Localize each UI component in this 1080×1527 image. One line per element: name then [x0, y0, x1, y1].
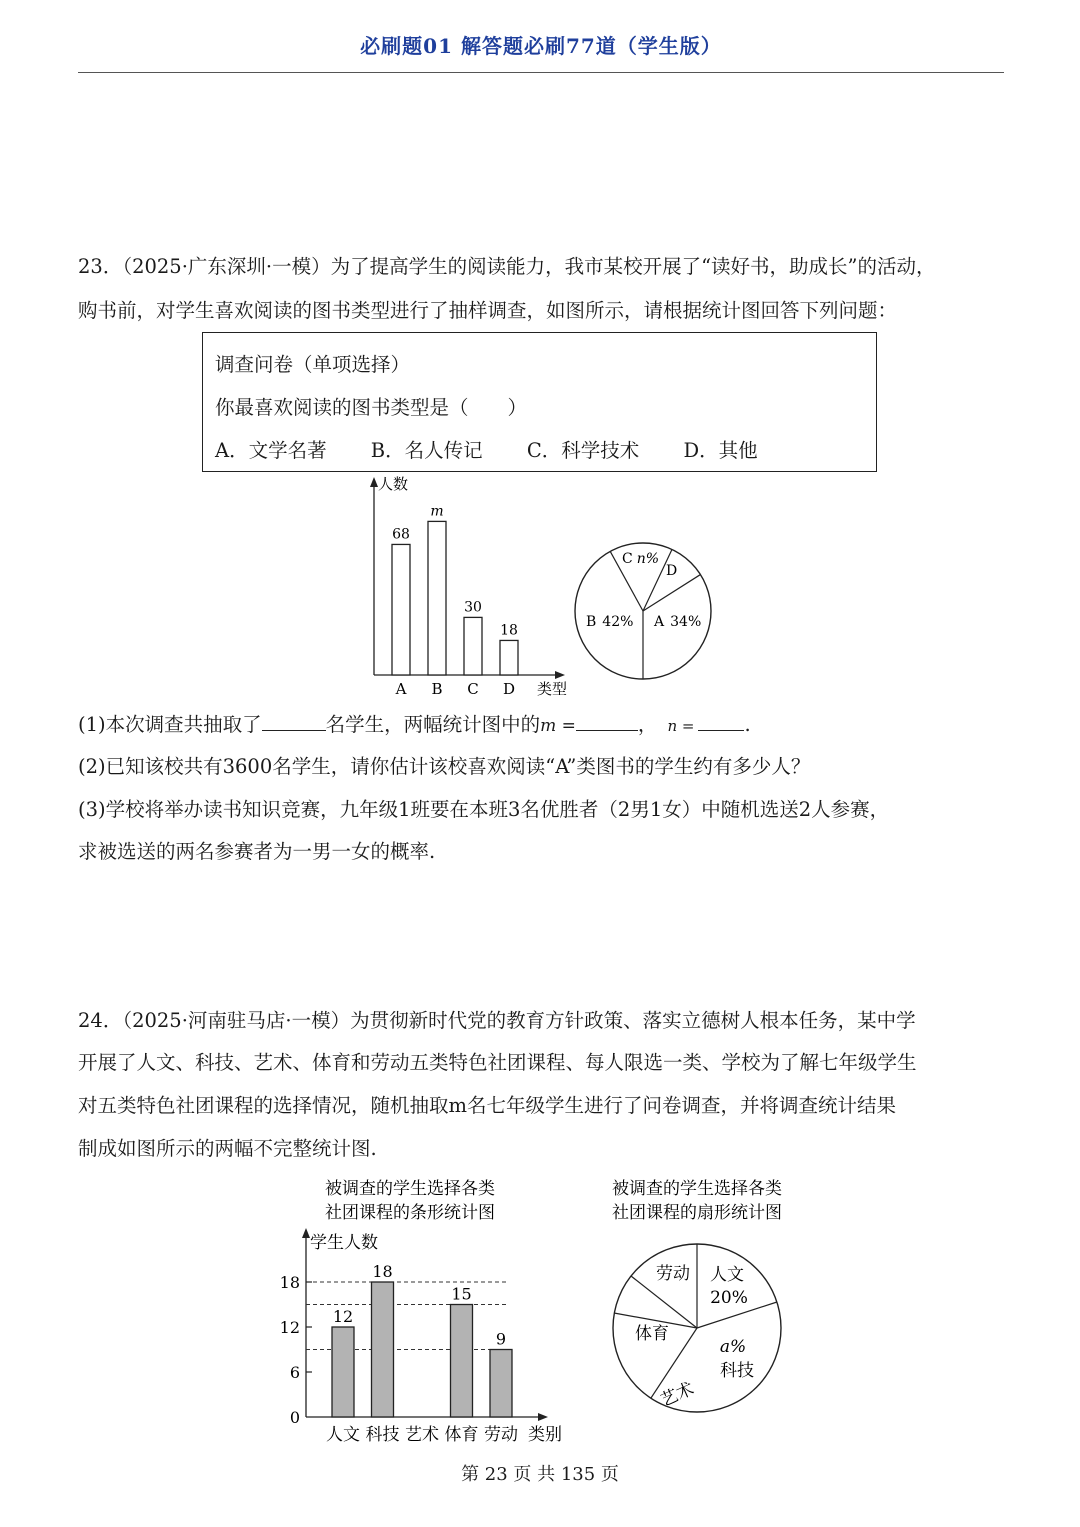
survey-option-b: B．名人传记 [370, 439, 483, 462]
q24-bar-category-人文: 人文 [326, 1425, 360, 1445]
q24-bar-人文 [332, 1327, 354, 1417]
q23-bar-x-arrow [555, 671, 565, 679]
q24-pie-label-keji: 科技 [720, 1361, 754, 1381]
survey-options [215, 429, 876, 472]
q24-pie-label-tiyu: 体育 [635, 1324, 669, 1344]
q24-bar-title-line1: 被调查的学生选择各类 [325, 1179, 495, 1199]
q24-bar-x-arrow [538, 1413, 548, 1421]
running-header: 必刷题01 解答题必刷77道（学生版） [360, 34, 722, 58]
q24-pie-label-renwen: 人文 [710, 1265, 744, 1285]
q24-bar-chart [270, 1172, 580, 1450]
q23-bar-xlabel: 类型 [537, 680, 568, 698]
survey-box [202, 332, 877, 472]
q23-bar-label-A: 68 [392, 526, 410, 543]
q24-pie-value-keji: a% [719, 1337, 747, 1357]
q23-sub1-end: . [744, 713, 751, 736]
q23-sub1-text-b: 名学生，两幅统计图中的 [325, 713, 541, 736]
q23-bar-category-D: D [502, 680, 516, 698]
survey-option-a: A．文学名著 [215, 439, 327, 462]
q24-ytick-label-0: 0 [289, 1408, 300, 1427]
q23-bar-category-A: A [395, 680, 407, 698]
q24-bar-体育 [451, 1305, 473, 1418]
q23-bar-category-C: C [467, 680, 479, 698]
q23-blank-n [698, 708, 744, 731]
q23-pie-label-a: A 34% [654, 614, 702, 630]
q23-bar-label-D: 18 [500, 622, 518, 639]
q23-sub1 [78, 704, 1004, 747]
q24-bar-label-劳动: 9 [495, 1329, 507, 1349]
q24-pie-label-laodong: 劳动 [656, 1264, 690, 1284]
q23-bar-B [428, 521, 446, 675]
q24-pie-chart [585, 1172, 815, 1422]
q23-sub2: (2)已知该校共有3600名学生，请你估计该校喜欢阅读“A”类图书的学生约有多少人？ [78, 755, 811, 778]
q23-pie-label-d: D [666, 563, 678, 579]
q24-bar-label-人文: 12 [332, 1307, 354, 1326]
q24-bar-ylabel: 学生人数 [310, 1233, 378, 1253]
survey-title: 调查问卷（单项选择） [215, 353, 411, 376]
q23-pie-label-c: C n% [622, 551, 660, 567]
q23-bar-label-C: 30 [464, 599, 482, 616]
q24-bar-科技 [372, 1282, 394, 1417]
q24-bar-xlabel: 类别 [528, 1425, 562, 1445]
survey-option-c: C．科学技术 [526, 439, 640, 462]
q23-sub3-line2: 求被选送的两名参赛者为一男一女的概率. [78, 840, 436, 863]
q24-pie-label-yishu: 艺术 [657, 1378, 698, 1411]
q23-sub1-text-a: (1)本次调查共抽取了 [78, 713, 262, 736]
q24-stem-line1: 24．（2025·河南驻马店·一模）为贯彻新时代党的教育方针政策、落实立德树人根本任务，某中学 [78, 1009, 916, 1032]
q24-ytick-label-18: 18 [279, 1273, 300, 1292]
q24-bar-劳动 [490, 1350, 512, 1418]
survey-option-d: D．其他 [683, 439, 758, 462]
q23-stem-line1: 23．（2025·广东深圳·一模）为了提高学生的阅读能力，我市某校开展了“读好书，助成长”的活动， [78, 255, 936, 278]
q23-bar-category-B: B [431, 680, 443, 698]
survey-question: 你最喜欢阅读的图书类型是（ ） [215, 396, 528, 419]
q23-pie-label-b: B 42% [586, 614, 634, 630]
q24-ytick-label-12: 12 [279, 1318, 300, 1337]
q23-bar-chart [360, 475, 580, 700]
q23-blank-m [576, 708, 638, 731]
q23-bar-A [392, 544, 410, 675]
q24-stem-line4: 制成如图所示的两幅不完整统计图. [78, 1137, 377, 1160]
q23-bar-label-B: m [430, 503, 444, 520]
q23-blank-total [262, 708, 326, 731]
q23-bar-y-arrow [370, 477, 378, 487]
q23-pie-chart [570, 538, 716, 684]
q23-stem-line2: 购书前，对学生喜欢阅读的图书类型进行了抽样调查，如图所示，请根据统计图回答下列问题： [78, 299, 898, 322]
q24-bar-category-艺术: 艺术 [405, 1425, 439, 1445]
q23-bar-D [500, 640, 518, 675]
q24-bar-category-劳动: 劳动 [484, 1425, 518, 1445]
q23-sub1-m: m = [540, 716, 576, 736]
q24-bar-category-科技: 科技 [365, 1425, 400, 1445]
q23-sub1-n: n = [667, 717, 695, 735]
q24-bar-title-line2: 社团课程的条形统计图 [325, 1203, 495, 1223]
q24-pie-title-line2: 社团课程的扇形统计图 [612, 1203, 782, 1223]
q23-sub1-sep: ， [637, 713, 658, 736]
q23-bar-C [464, 617, 482, 675]
header-rule [78, 72, 1004, 73]
q24-bar-y-arrow [302, 1228, 310, 1238]
q24-bar-category-体育: 体育 [444, 1425, 479, 1445]
q24-bar-label-体育: 15 [451, 1284, 472, 1304]
q24-ytick-label-6: 6 [289, 1363, 300, 1382]
q24-pie-title-line1: 被调查的学生选择各类 [612, 1179, 782, 1199]
q23-bar-ylabel: 人数 [378, 475, 409, 493]
q23-sub3-line1: (3)学校将举办读书知识竞赛，九年级1班要在本班3名优胜者（2男1女）中随机选送2人参赛， [78, 798, 890, 821]
q24-pie-value-renwen: 20% [710, 1288, 748, 1308]
page-footer: 第 23 页 共 135 页 [461, 1464, 619, 1485]
q24-stem-line2: 开展了人文、科技、艺术、体育和劳动五类特色社团课程、每人限选一类、学校为了解七年级学生 [78, 1051, 917, 1074]
q24-stem-line3: 对五类特色社团课程的选择情况，随机抽取m名七年级学生进行了问卷调查，并将调查统计结果 [78, 1094, 896, 1117]
q24-bar-label-科技: 18 [372, 1262, 393, 1281]
